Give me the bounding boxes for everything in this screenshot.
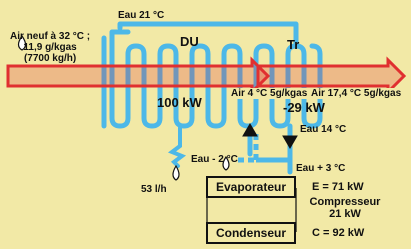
evaporator-box: Evaporateur <box>206 176 296 198</box>
water-loop-dashed <box>238 134 290 160</box>
water-14-label: Eau 14 °C <box>300 124 347 135</box>
condenser-box: Condenseur <box>206 222 296 244</box>
flow-arrow-down <box>283 136 297 148</box>
condensate-flow-label: 53 l/h <box>141 184 167 195</box>
water-inlet-label: Eau 21 °C <box>118 10 165 21</box>
du-label: DU <box>180 34 199 49</box>
air-mid-label: Air 4 °C 5g/kgas <box>231 88 308 99</box>
condensate-drop-icon <box>173 166 179 180</box>
evaporator-power-label: E = 71 kW <box>312 181 364 193</box>
du-power-label: 100 kW <box>157 95 202 110</box>
water-minus2-label: Eau - 2 °C <box>191 154 238 165</box>
air-outlet-label: Air 17,4 °C 5g/kgas <box>311 88 402 99</box>
water-plus3-label: Eau + 3 °C <box>296 163 346 174</box>
compressor-label: Compresseur 21 kW <box>309 196 381 220</box>
air-inlet-label: Air neuf à 32 °C ; 11,9 g/kgas (7700 kg/h) <box>10 31 91 64</box>
tr-label: Tr <box>287 37 300 52</box>
condenser-power-label: C = 92 kW <box>312 227 365 239</box>
condensate-drain <box>172 128 182 166</box>
tr-power-label: -29 kW <box>283 100 325 115</box>
air-arrow-in <box>8 60 268 92</box>
